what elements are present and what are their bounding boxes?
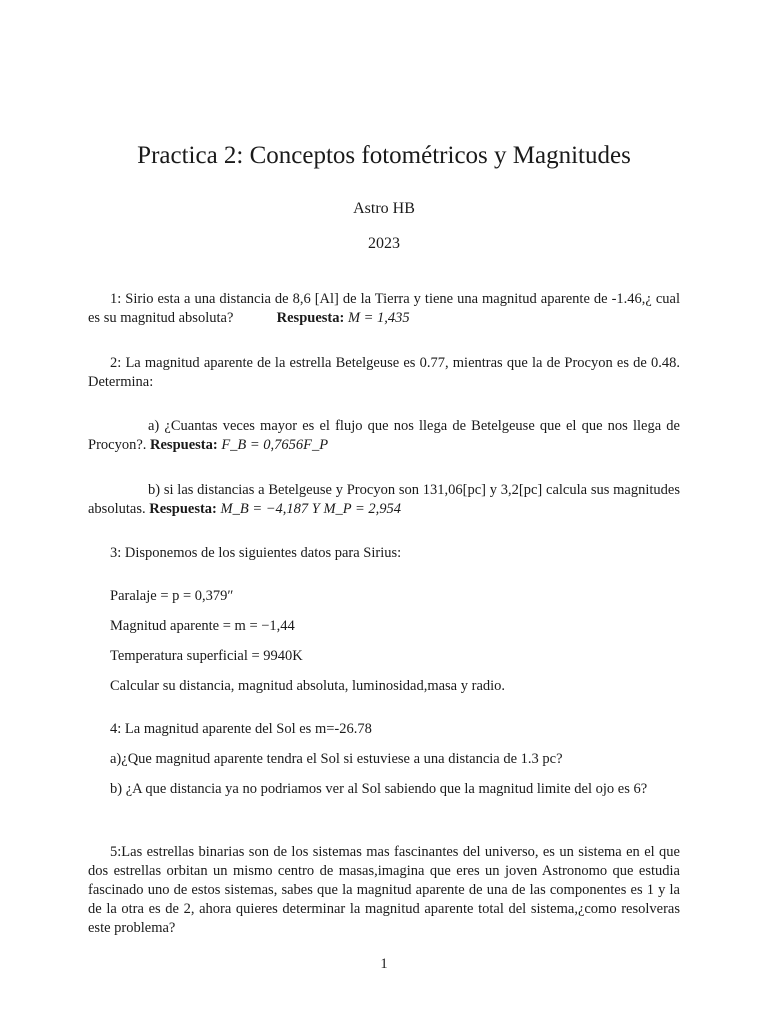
problem-2b-text: b) si las distancias a Betelgeuse y Procyon son 131,06[pc] y 3,2[pc] calcula sus magnitudes absolutas. bbox=[88, 482, 680, 517]
problem-3-text: 3: Disponemos de los siguientes datos para Sirius: bbox=[110, 545, 402, 561]
problem-4-text: 4: La magnitud aparente del Sol es m=-26.78 bbox=[110, 721, 372, 737]
problem-1-answer: M = 1,435 bbox=[347, 310, 410, 326]
problem-3-calcular: Calcular su distancia, magnitud absoluta, luminosidad,masa y radio. bbox=[110, 678, 506, 694]
problem-2b-answer: M_B = −4,187 Y M_P = 2,954 bbox=[220, 501, 402, 517]
document-date: 2023 bbox=[368, 235, 400, 252]
problem-2 bbox=[88, 354, 680, 392]
problem-1 bbox=[88, 290, 680, 328]
problem-5-text: 5:Las estrellas binarias son de los sistemas mas fascinantes del universo, es un sistema en el que dos estrellas orbitan un mismo centro de masas,imagina que eres un joven Astronomo que estudia fascinado uno de estos sistemas, sabes que la magnitud aparente de una de las componentes es 1 y la de la otra es de 2, ahora quieres determinar la magnitud aparente total del sistema,¿como resolveras este problema? bbox=[88, 844, 680, 936]
problem-3-temperatura: Temperatura superficial = 9940K bbox=[110, 648, 303, 664]
page-number: 1 bbox=[380, 956, 388, 972]
document-page bbox=[88, 0, 680, 1024]
document-author: Astro HB bbox=[353, 200, 415, 217]
problem-3-paralaje: Paralaje = p = 0,379″ bbox=[110, 588, 234, 604]
problem-2a bbox=[88, 417, 680, 455]
problem-2b bbox=[88, 481, 680, 519]
problem-2a-answer-label: Respuesta: bbox=[150, 437, 218, 453]
problem-2-text: 2: La magnitud aparente de la estrella Betelgeuse es 0.77, mientras que la de Procyon es de 0.48. Determina: bbox=[88, 355, 680, 390]
problem-3-magnitud: Magnitud aparente = m = −1,44 bbox=[110, 618, 295, 634]
problem-1-text: 1: Sirio esta a una distancia de 8,6 [Al] de la Tierra y tiene una magnitud aparente de -1.46,¿ cual es su magnitud absoluta? bbox=[88, 291, 680, 326]
problem-4a: a)¿Que magnitud aparente tendra el Sol si estuviese a una distancia de 1.3 pc? bbox=[110, 751, 563, 767]
problem-4b-text: b) ¿A que distancia ya no podriamos ver al Sol sabiendo que la magnitud limite del ojo es 6? bbox=[110, 781, 648, 797]
problem-4b bbox=[88, 780, 680, 799]
problem-2a-text: a) ¿Cuantas veces mayor es el flujo que nos llega de Betelgeuse que el que nos llega de Procyon?. bbox=[88, 418, 680, 453]
problem-1-answer-label: Respuesta: bbox=[276, 310, 345, 326]
problem-2b-answer-label: Respuesta: bbox=[149, 501, 217, 517]
problem-5 bbox=[88, 843, 680, 938]
problem-2a-answer: F_B = 0,7656F_P bbox=[221, 437, 329, 453]
document-title: Practica 2: Conceptos fotométricos y Magnitudes bbox=[137, 142, 631, 169]
